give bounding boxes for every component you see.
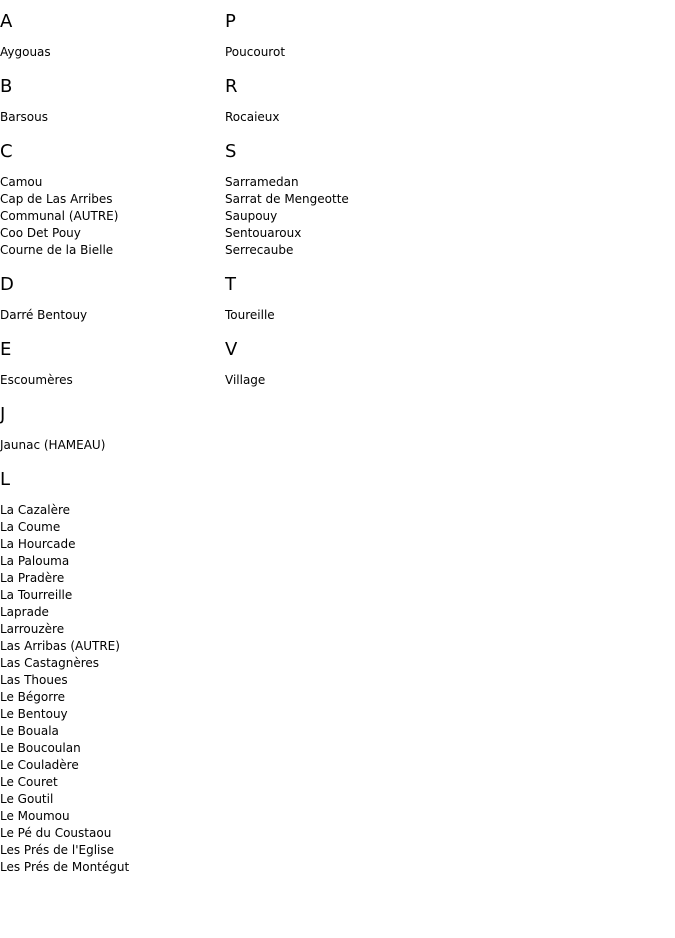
section-letter-heading: B bbox=[0, 76, 13, 97]
place-name-item[interactable]: Las Arribas (AUTRE) bbox=[0, 639, 120, 653]
place-name-item[interactable]: Le Goutil bbox=[0, 792, 54, 806]
section-letter-heading: C bbox=[0, 141, 13, 162]
place-name-item[interactable]: Le Boucoulan bbox=[0, 741, 81, 755]
section-letter-heading: S bbox=[225, 141, 237, 162]
place-name-item[interactable]: Serrecaube bbox=[225, 243, 294, 257]
place-name-item[interactable]: Darré Bentouy bbox=[0, 308, 88, 322]
place-name-item[interactable]: Larrouzère bbox=[0, 622, 65, 636]
place-name-item[interactable]: Escoumères bbox=[0, 373, 73, 387]
section-letter-heading: D bbox=[0, 274, 14, 295]
place-name-item[interactable]: Barsous bbox=[0, 110, 48, 124]
letter-group bbox=[225, 340, 525, 389]
place-name-item[interactable]: La Cazalère bbox=[0, 503, 71, 517]
place-name-item[interactable]: Communal (AUTRE) bbox=[0, 209, 119, 223]
section-letter-heading: P bbox=[225, 11, 236, 32]
section-letter-heading: J bbox=[0, 404, 6, 425]
place-name-item[interactable]: Le Couret bbox=[0, 775, 58, 789]
letter-group bbox=[0, 340, 225, 389]
letter-group bbox=[0, 275, 225, 324]
place-name-item[interactable]: Le Bentouy bbox=[0, 707, 68, 721]
place-name-item[interactable]: Las Thoues bbox=[0, 673, 68, 687]
place-name-item[interactable]: La Coume bbox=[0, 520, 61, 534]
letter-group bbox=[225, 77, 525, 126]
index-column-left bbox=[0, 0, 225, 892]
place-name-item[interactable]: La Pradère bbox=[0, 571, 65, 585]
place-name-item[interactable]: La Tourreille bbox=[0, 588, 73, 602]
place-name-item[interactable]: Coo Det Pouy bbox=[0, 226, 81, 240]
place-name-item[interactable]: Courne de la Bielle bbox=[0, 243, 114, 257]
letter-group bbox=[0, 470, 225, 876]
letter-group bbox=[225, 12, 525, 61]
place-name-item[interactable]: Le Bégorre bbox=[0, 690, 66, 704]
place-name-item[interactable]: Les Prés de Montégut bbox=[0, 860, 130, 874]
place-name-item[interactable]: Saupouy bbox=[225, 209, 278, 223]
place-name-item[interactable]: Rocaieux bbox=[225, 110, 280, 124]
place-name-item[interactable]: Camou bbox=[0, 175, 43, 189]
place-name-item[interactable]: Village bbox=[225, 373, 266, 387]
letter-group bbox=[225, 142, 525, 259]
place-name-item[interactable]: Laprade bbox=[0, 605, 49, 619]
place-name-item[interactable]: Le Moumou bbox=[0, 809, 70, 823]
place-name-item[interactable]: Sarrat de Mengeotte bbox=[225, 192, 349, 206]
letter-group bbox=[0, 142, 225, 259]
place-name-item[interactable]: Le Bouala bbox=[0, 724, 59, 738]
letter-group bbox=[0, 77, 225, 126]
place-name-item[interactable]: Sentouaroux bbox=[225, 226, 302, 240]
letter-group bbox=[0, 405, 225, 454]
place-name-item[interactable]: La Hourcade bbox=[0, 537, 76, 551]
place-name-item[interactable]: Les Prés de l'Eglise bbox=[0, 843, 115, 857]
section-letter-heading: A bbox=[0, 11, 13, 32]
place-name-item[interactable]: Jaunac (HAMEAU) bbox=[0, 438, 106, 452]
section-letter-heading: L bbox=[0, 469, 11, 490]
letter-group bbox=[225, 275, 525, 324]
place-name-item[interactable]: Toureille bbox=[225, 308, 275, 322]
section-letter-heading: R bbox=[225, 76, 238, 97]
place-name-item[interactable]: Le Pé du Coustaou bbox=[0, 826, 112, 840]
place-name-item[interactable]: Le Couladère bbox=[0, 758, 79, 772]
section-letter-heading: T bbox=[225, 274, 236, 295]
place-name-item[interactable]: Aygouas bbox=[0, 45, 51, 59]
index-column-right bbox=[225, 0, 525, 405]
place-name-item[interactable]: Poucourot bbox=[225, 45, 286, 59]
letter-group bbox=[0, 12, 225, 61]
section-letter-heading: V bbox=[225, 339, 238, 360]
place-name-item[interactable]: Sarramedan bbox=[225, 175, 299, 189]
place-name-item[interactable]: Cap de Las Arribes bbox=[0, 192, 113, 206]
place-name-item[interactable]: La Palouma bbox=[0, 554, 70, 568]
section-letter-heading: E bbox=[0, 339, 12, 360]
place-name-item[interactable]: Las Castagnères bbox=[0, 656, 100, 670]
